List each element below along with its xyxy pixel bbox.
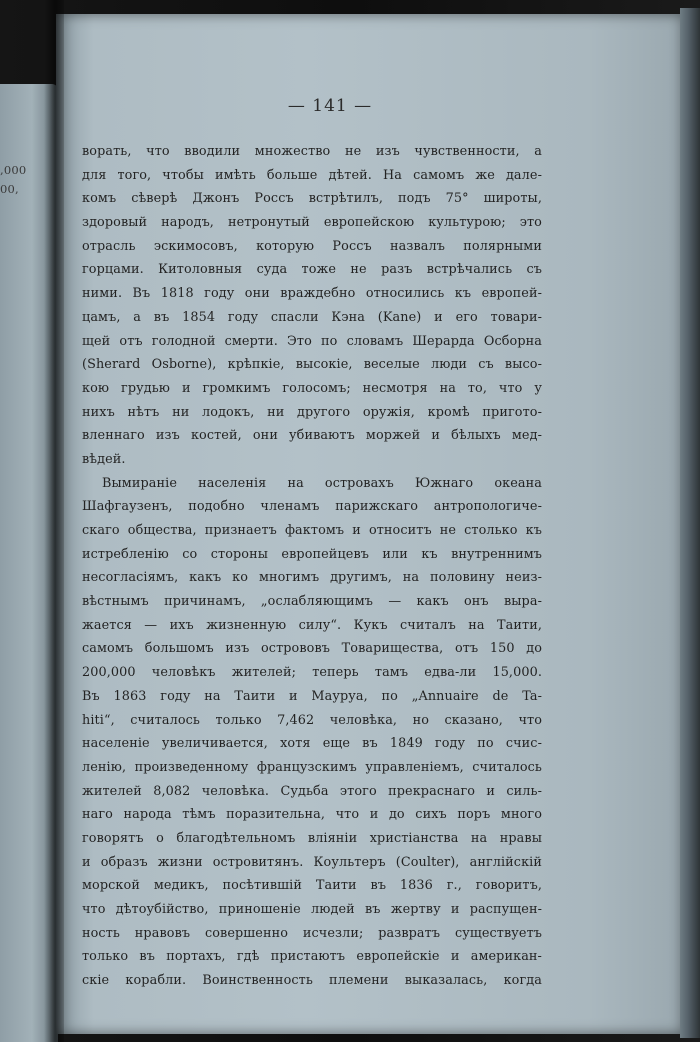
page-number: — 141 —	[287, 96, 373, 116]
text-line: жителей 8,082 человѣка. Судьба этого прекраснаго и силь-	[82, 783, 542, 799]
text-line: кою грудью и громкимъ голосомъ; несмотря на то, что у	[82, 380, 542, 396]
text-line: вленнаго изъ костей, они убиваютъ моржей и бѣлыхъ мед-	[82, 428, 542, 444]
text-line: несогласіямъ, какъ ко многимъ другимъ, на половину неиз-	[82, 570, 542, 586]
text-line: 200,000 человѣкъ жителей; теперь тамъ едва-ли 15,000.	[82, 665, 542, 681]
text-line: ленію, произведенному французскимъ управленіемъ, считалось	[82, 759, 542, 775]
text-line: говорятъ о благодѣтельномъ вліяніи христіанства на нравы	[82, 830, 542, 846]
left-page-fragment: 00,	[0, 182, 19, 197]
text-line: ворать, что вводили множество не изъ чувственности, а	[82, 144, 542, 159]
text-line: отрасль эскимосовъ, которую Россъ назвалъ полярными	[82, 238, 542, 254]
text-line: ними. Въ 1818 году они враждебно относились къ европей-	[82, 286, 542, 302]
text-line: истребленію со стороны европейцевъ или къ внутреннимъ	[82, 546, 542, 562]
text-line: жается — ихъ жизненную силу“. Кукъ считалъ на Таити,	[82, 617, 542, 633]
text-line: (Sherard Osborne), крѣпкіе, высокіе, веселые люди съ высо-	[82, 357, 542, 373]
text-line: наго народа тѣмъ поразительна, что и до сихъ поръ много	[82, 807, 542, 823]
page-right-edge	[680, 8, 700, 1038]
text-line: вѣдей.	[82, 451, 126, 467]
text-line: цамъ, а въ 1854 году спасли Кэна (Kane) и его товари-	[82, 309, 542, 325]
text-line: что дѣтоубійство, приношеніе людей въ жертву и распущен-	[82, 902, 542, 917]
text-line: ность нравовъ совершенно исчезли; развратъ существуетъ	[82, 925, 542, 941]
text-line: горцами. Китоловныя суда тоже не разъ встрѣчались съ	[82, 262, 542, 278]
text-line: для того, чтобы имѣть больше дѣтей. На самомъ же дале-	[82, 167, 542, 183]
text-line: вѣстнымъ причинамъ, „ослабляющимъ — какъ онъ выра-	[82, 594, 542, 610]
book-gutter	[44, 0, 64, 1042]
text-line: Шафгаузенъ, подобно членамъ парижскаго антропологиче-	[82, 499, 542, 515]
text-line: нихъ нѣтъ ни лодокъ, ни другого оружія, кромѣ пригото-	[82, 404, 542, 420]
text-line: Въ 1863 году на Таити и Мауруа, по „Annuaire de Ta-	[82, 688, 542, 704]
text-line: самомъ большомъ изъ острововъ Товарищества, отъ 150 до	[82, 641, 542, 657]
text-line: морской медикъ, посѣтившій Таити въ 1836 г., говоритъ,	[82, 878, 542, 894]
body-text	[82, 140, 542, 993]
text-line: Вымираніе населенія на островахъ Южнаго океана	[102, 475, 542, 491]
text-line: населеніе увеличивается, хотя еще въ 1849 году по счис-	[82, 736, 542, 752]
text-line: только въ портахъ, гдѣ пристаютъ европейскіе и американ-	[82, 949, 542, 965]
text-line: комъ сѣверѣ Джонъ Россъ встрѣтилъ, подъ 75° широты,	[82, 191, 542, 207]
text-line: скіе корабли. Воинственность племени выказалась, когда	[82, 973, 542, 989]
text-line: щей отъ голодной смерти. Это по словамъ Шерарда Осборна	[82, 333, 542, 349]
text-line: здоровый народъ, нетронутый европейскою культурою; это	[82, 215, 542, 231]
left-page-fragment: ,000	[0, 162, 27, 177]
text-line: hiti“, считалось только 7,462 человѣка, но сказано, что	[82, 712, 542, 728]
text-line: скаго общества, признаетъ фактомъ и относитъ не столько къ	[82, 523, 542, 538]
text-line: и образъ жизни островитянъ. Коультеръ (Coulter), англійскій	[82, 854, 542, 870]
